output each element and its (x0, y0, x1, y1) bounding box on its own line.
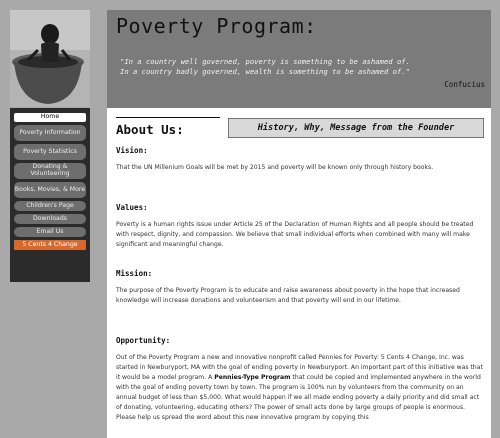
pennies-type-program-highlight: Pennies-Type Program (214, 374, 291, 381)
main-content (107, 108, 491, 438)
nav-item-downloads[interactable]: Downloads (14, 214, 86, 224)
vision-section (116, 146, 484, 173)
nav-item-donating-volunteering[interactable]: Donating & Volunteering (14, 163, 86, 179)
mission-heading: Mission: (116, 269, 153, 278)
nav-item-poverty-statistics[interactable]: Poverty Statistics (14, 144, 86, 160)
opportunity-heading: Opportunity: (116, 336, 171, 345)
sidebar-nav (10, 108, 90, 282)
site-title: Poverty Program: (116, 14, 317, 38)
values-section (116, 203, 484, 250)
nav-item-home[interactable]: Home (14, 113, 86, 122)
values-heading: Values: (116, 203, 148, 212)
site-header (107, 10, 491, 108)
quote-line-2: In a country badly governed, wealth is something to be ashamed of." (120, 67, 410, 76)
nav-item-poverty-information[interactable]: Poverty Information (14, 125, 86, 141)
nav-item-books-movies[interactable]: Books, Movies, & More (14, 182, 86, 198)
about-title-rule (116, 117, 220, 118)
opportunity-text-a: Out of the Poverty Program a new and innovative nonprofit called Pennies for Poverty: 5 Cents 4 Change, Inc. was started in Newburyport, MA with the goal of ending poverty in Newburyport. An important part of this initiative was that it would be a model program. A (116, 354, 483, 381)
values-text: Poverty is a human rights issue under Article 25 of the Declaration of Human Rights and all people should be treated with respect, dignity, and compassion. We believe that small individual efforts when combined with many will make significant and meaningful change. (116, 221, 474, 248)
header-quote (120, 57, 484, 77)
about-title: About Us: (116, 122, 184, 137)
quote-author: Confucius (444, 80, 485, 89)
quote-line-1: "In a country well governed, poverty is something to be ashamed of. (120, 57, 410, 66)
vision-heading: Vision: (116, 146, 148, 155)
history-why-founder-tab[interactable]: History, Why, Message from the Founder (228, 118, 484, 138)
vision-text: That the UN Millenium Goals will be met by 2015 and poverty will be known only through history books. (116, 164, 434, 171)
mission-text: The purpose of the Poverty Program is to educate and raise awareness about poverty in the hope that increased knowledge will increase donations and volunteerism and that poverty will end in our lifetime. (116, 287, 460, 304)
header-photo (10, 10, 90, 107)
nav-item-5-cents-4-change[interactable]: 5 Cents 4 Change (14, 240, 86, 250)
opportunity-section (116, 336, 484, 423)
nav-item-email-us[interactable]: Email Us (14, 227, 86, 237)
nav-item-childrens-page[interactable]: Children's Page (14, 201, 86, 211)
opportunity-text-b: that could be copied and implemented anywhere in the world with the goal of ending poverty town by town. The program is 100% run by volunteers from the community on an annual budget of less than $5,000. What would happen if we all made ending poverty a daily priority and did small act of donating, volunteering, educating others? The power of small acts done by large groups of people is enormous. Please help us spread the word about this new innovative program by copying this (116, 374, 481, 421)
opportunity-text (116, 353, 484, 423)
mission-section (116, 269, 484, 306)
